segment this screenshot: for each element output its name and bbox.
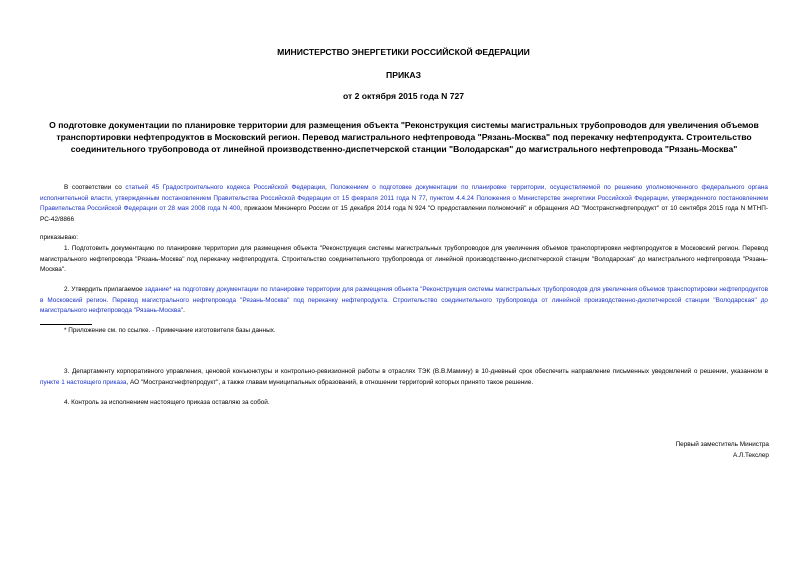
preamble-text-1: В соответствии со bbox=[64, 184, 126, 191]
document-title: О подготовке документации по планировке территории для размещения объекта "Реконструкция системы магистральных трубопроводов для увеличения объемов транспортировки нефтепродуктов в Московский регион. Перевод магистрального нефтепровода "Рязань-Москва" под перекачку нефтепродукта. Строительство соединительного трубопровода от линейной производственно-диспетчерской станции "Володарская" до магистрального нефтепровода "Рязань-Москва" bbox=[49, 120, 759, 154]
item-2-text-1: 2. Утвердить прилагаемое bbox=[64, 286, 145, 293]
preamble-text-4: , приказом Минэнерго России от 15 декабря 2014 года N 924 "О предоставлении полномочий" и обращения АО "Мострансгнефтепродукт" от 10 сентября 2015 года N МТНП-РС-42/8866 bbox=[40, 205, 768, 223]
link-planning-regulation[interactable]: Положением о подготовке документации по планировке территории, осуществляемой по решению уполномоченного федерального органа исполнительной власти, утвержденным постановлением Правительства Российской Федерации от 15 февраля 2011 года N 77 bbox=[40, 184, 768, 202]
item-2-text-2: . bbox=[183, 307, 185, 315]
link-planning-task[interactable]: задание* на подготовку документации по планировке территории для размещения объекта "Реконструкция системы магистральных трубопроводов для увеличения объемов транспортировки нефтепродуктов в Московский регион. Перевод магистрального нефтепровода "Рязань-Москва" под перекачку нефтепродукта. Строительство соединительного трубопровода от линейной производственно-диспетчерской станции "Володарская" до магистрального нефтепровода "Рязань-Москва" bbox=[40, 286, 768, 315]
item-3-text-1: 3. Департаменту корпоративного управления, ценовой конъюнктуры и контрольно-ревизионной работы в отраслях ТЭК (В.В.Мамину) в 10-дневный срок обеспечить направление письменных уведомлений о решении, указанном в bbox=[64, 368, 768, 375]
link-ministry-regulation[interactable]: пунктом 4.4.24 Положения о Министерстве энергетики Российской Федерации, утвержденного постановлением Правительства Российской Федерации от 28 мая 2008 года N 400 bbox=[40, 194, 768, 213]
footnote-paragraph bbox=[40, 326, 768, 337]
ministry-heading: МИНИСТЕРСТВО ЭНЕРГЕТИКИ РОССИЙСКОЙ ФЕДЕРАЦИИ bbox=[277, 47, 530, 57]
link-grad-code-article-45[interactable]: статьей 45 Градостроительного кодекса Российской Федерации bbox=[125, 184, 325, 191]
item-3-paragraph bbox=[40, 367, 768, 388]
document-type: ПРИКАЗ bbox=[386, 70, 421, 80]
item-1-paragraph bbox=[40, 244, 768, 276]
footnote-text: * Приложение см. по ссылке. - Примечание изготовителя базы данных. bbox=[64, 327, 276, 334]
signatory-position: Первый заместитель Министра bbox=[675, 441, 769, 448]
item-4-paragraph bbox=[40, 398, 768, 409]
preamble-text-3: , bbox=[425, 194, 430, 202]
item-2-paragraph bbox=[40, 285, 768, 317]
item-4-text: 4. Контроль за исполнением настоящего приказа оставляю за собой. bbox=[64, 399, 270, 406]
link-item-1[interactable]: пункте 1 настоящего приказа bbox=[40, 378, 127, 386]
preamble-text-2: , bbox=[324, 184, 331, 191]
preamble-paragraph bbox=[40, 183, 768, 225]
order-word: приказываю: bbox=[40, 234, 78, 241]
item-1-text: 1. Подготовить документацию по планировке территории для размещения объекта "Реконструкция системы магистральных трубопроводов для увеличения объемов транспортировки нефтепродуктов в Московский регион. Перевод магистрального нефтепровода "Рязань-Москва" под перекачку нефтепродукта. Строительство соединительного трубопровода от линейной производственно-диспетчерской станции "Володарская" до магистрального нефтепровода "Рязань-Москва". bbox=[40, 245, 768, 274]
document-date: от 2 октября 2015 года N 727 bbox=[342, 91, 465, 101]
footnote-divider bbox=[40, 324, 92, 325]
signatory-name: А.Л.Текслер bbox=[732, 452, 769, 459]
item-3-text-2: , АО "Мострансгнефтепродукт", а также главам муниципальных образований, в отношении территорий которых принято такое решение. bbox=[126, 378, 534, 386]
